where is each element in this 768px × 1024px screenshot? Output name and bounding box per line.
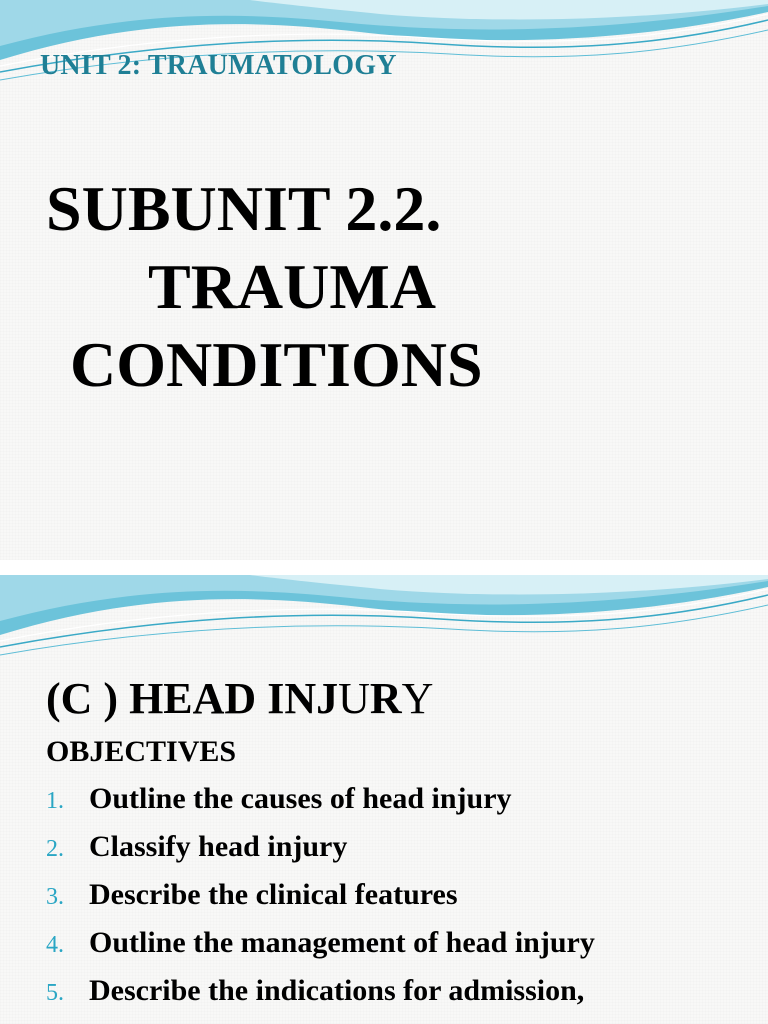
list-item-text: Classify head injury (89, 830, 348, 863)
list-item-number: 4. (46, 932, 64, 958)
unit-title: UNIT 2: TRAUMATOLOGY (40, 50, 397, 81)
list-item-text: Describe the clinical features (89, 878, 458, 911)
list-item (46, 878, 595, 926)
list-item (46, 974, 595, 1022)
list-item (46, 830, 595, 878)
list-item-text: Outline the management of head injury (89, 926, 595, 959)
list-item-number: 1. (46, 788, 64, 814)
objectives-label: OBJECTIVES (46, 735, 237, 768)
slide-separator (0, 560, 768, 575)
list-item-text: Describe the indications for admission, (89, 974, 585, 1007)
objectives-list (46, 782, 595, 1022)
list-item (46, 782, 595, 830)
objectives-slide (0, 575, 768, 1024)
subunit-line-3: CONDITIONS (70, 329, 483, 400)
subunit-line-2: TRAUMA (148, 251, 436, 322)
subunit-title (46, 170, 483, 404)
subunit-line-1: SUBUNIT 2.2. (46, 173, 442, 244)
list-item-text: Outline the causes of head injury (89, 782, 512, 815)
section-title: (C ) HEAD INJURY (46, 674, 434, 723)
list-item-number: 3. (46, 884, 64, 910)
wave-header-decoration (0, 575, 768, 675)
list-item-number: 2. (46, 836, 64, 862)
list-item-number: 5. (46, 980, 64, 1006)
list-item (46, 926, 595, 974)
